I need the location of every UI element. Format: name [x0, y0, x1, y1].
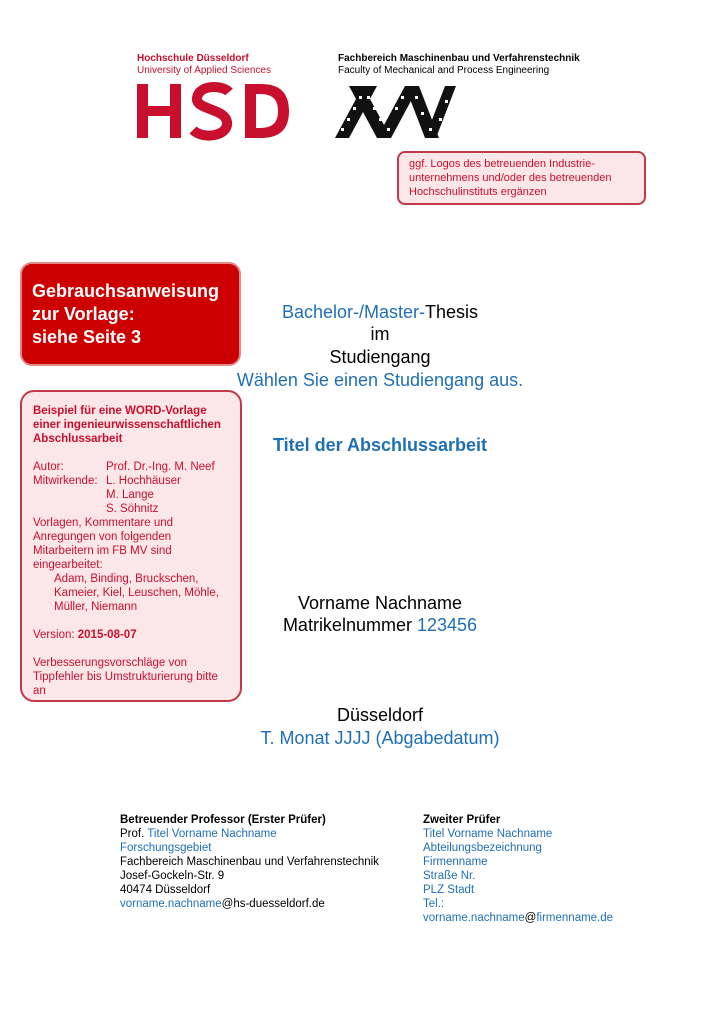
contributors-label: Mitwirkende: [33, 475, 98, 487]
contributor-name: M. Lange [106, 489, 154, 501]
first-examiner-heading: Betreuender Professor (Erster Prüfer) [120, 814, 326, 826]
second-examiner-heading: Zweiter Prüfer [423, 814, 501, 826]
matrikel-value: 123456 [416, 615, 478, 635]
second-examiner-tel: Tel.: [423, 898, 445, 910]
second-examiner-email [423, 911, 683, 925]
first-examiner-block [120, 813, 420, 911]
hsd-name-de: Hochschule Düsseldorf [137, 53, 249, 64]
matrikel-line [230, 614, 530, 636]
instruction-line-2: zur Vorlage: [32, 304, 135, 324]
first-examiner-street: Josef-Gockeln-Str. 9 [120, 870, 225, 882]
second-examiner-city: PLZ Stadt [423, 884, 475, 896]
suggestions-text: Verbesserungsvorschläge von Tippfehler bis Umstrukturierung bitte an [33, 657, 218, 697]
second-examiner-email-domain: firmenname.de [536, 912, 614, 924]
author-label: Autor: [33, 461, 64, 473]
first-examiner-email [120, 897, 420, 911]
instruction-line-1: Gebrauchsanweisung [32, 281, 220, 301]
first-examiner-city: 40474 Düsseldorf [120, 884, 211, 896]
author-name: Vorname Nachname [297, 593, 463, 613]
thesis-type-suffix: Thesis [425, 302, 479, 322]
hsd-name-en: University of Applied Sciences [137, 65, 271, 76]
first-examiner-email-user: vorname.nachname [120, 898, 222, 910]
contributor-name: L. Hochhäuser [106, 475, 181, 487]
author-row [33, 460, 230, 474]
thesis-type-prefix: Bachelor-/Master- [281, 302, 426, 322]
second-examiner-street: Straße Nr. [423, 870, 476, 882]
hsd-header-text [137, 53, 271, 77]
acknowledgement-text: Vorlagen, Kommentare und Anregungen von folgenden Mitarbeitern im FB MV sind eingearbeitet: [33, 517, 174, 571]
faculty-header-text [338, 53, 580, 77]
instruction-line-3: siehe Seite 3 [32, 327, 142, 347]
city: Düsseldorf [336, 705, 424, 725]
template-heading: Beispiel für eine WORD-Vorlage einer ingenieurwissenschaftlichen Abschlussarbeit [33, 405, 221, 445]
first-examiner-area: Forschungsgebiet [120, 842, 212, 854]
second-examiner-email-at: @ [524, 912, 537, 924]
second-examiner-name: Titel Vorname Nachname [423, 828, 553, 840]
first-examiner-prefix: Prof. [120, 828, 145, 840]
first-examiner-email-domain: @hs-duesseldorf.de [221, 898, 325, 910]
staff-names: Adam, Binding, Bruckschen, Kameier, Kiel, Leuschen, Möhle, Müller, Niemann [54, 573, 219, 613]
submission-date: T. Monat JJJJ (Abgabedatum) [260, 728, 500, 748]
first-examiner-department: Fachbereich Maschinenbau und Verfahrenstechnik [120, 856, 379, 868]
second-examiner-block [423, 813, 683, 925]
thesis-im: im [370, 324, 390, 344]
second-examiner-email-user: vorname.nachname [423, 912, 525, 924]
first-examiner-name-line [120, 827, 420, 841]
first-examiner-name: Titel Vorname Nachname [147, 828, 277, 840]
faculty-name-en: Faculty of Mechanical and Process Engineering [338, 65, 550, 76]
instruction-box [20, 262, 241, 366]
faculty-mv-logo [333, 82, 458, 142]
program-dropdown[interactable]: Wählen Sie einen Studiengang aus. [236, 370, 524, 390]
version-label: Version: [33, 629, 75, 641]
program-label: Studiengang [329, 347, 431, 367]
version-value: 2015-08-07 [77, 629, 137, 641]
thesis-title: Titel der Abschlussarbeit [272, 435, 488, 455]
thesis-type-line [230, 301, 530, 323]
contributor-name: S. Söhnitz [106, 503, 159, 515]
version-line [33, 628, 230, 642]
second-examiner-department: Abteilungsbezeichnung [423, 842, 542, 854]
template-info-box [20, 390, 242, 702]
second-examiner-company: Firmenname [423, 856, 488, 868]
contributors-row [33, 474, 230, 488]
matrikel-label: Matrikelnummer [282, 615, 412, 635]
hsd-logo [133, 80, 293, 142]
logo-note-box: ggf. Logos des betreuenden Industrie-unternehmens und/oder des betreuenden Hochschulinstituts ergänzen [397, 151, 646, 205]
faculty-name-de: Fachbereich Maschinenbau und Verfahrenstechnik [338, 53, 580, 64]
author-value: Prof. Dr.-Ing. M. Neef [106, 461, 215, 473]
